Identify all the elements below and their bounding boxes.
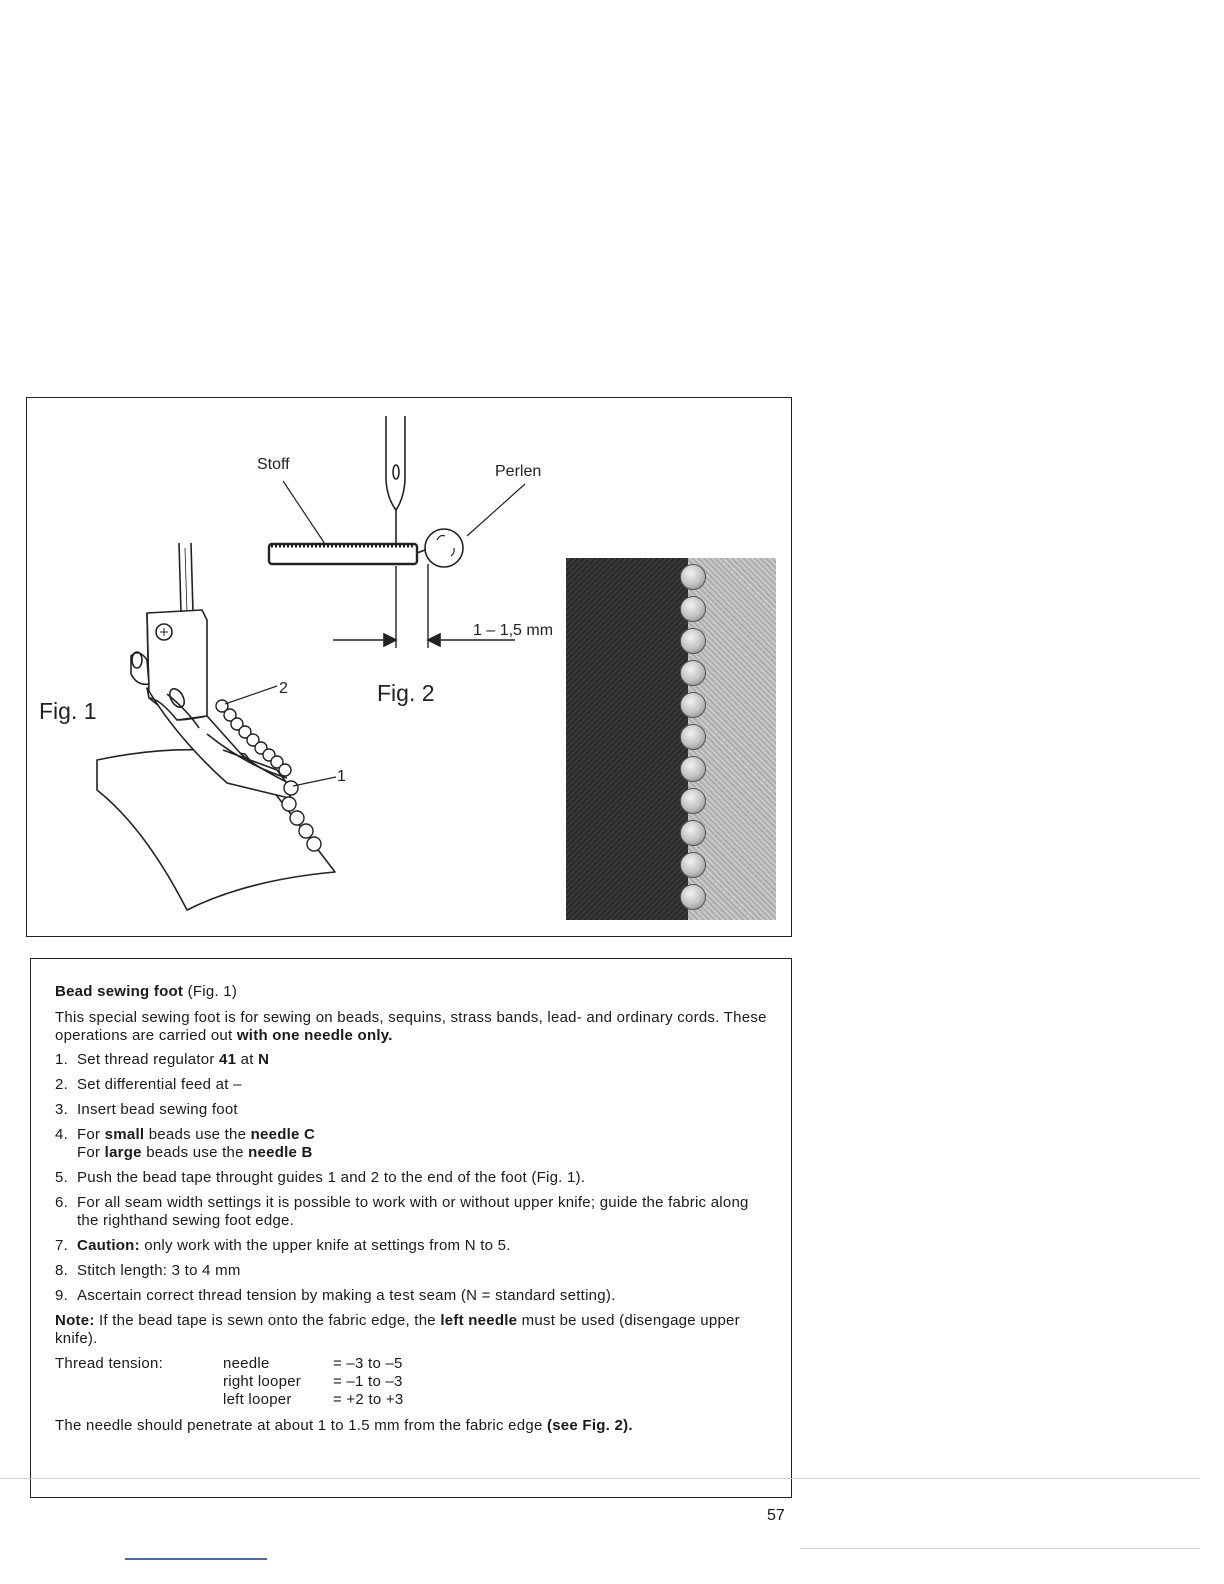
bead-seam-photo xyxy=(566,558,776,920)
step-text: For all seam width settings it is possible to work with or without upper knife; guide the fabric along the righthand sewing foot edge. xyxy=(77,1194,749,1229)
fig2-label-beads: Perlen xyxy=(495,463,542,480)
step-item xyxy=(55,1101,767,1119)
step-text: Set differential feed at – xyxy=(77,1076,242,1093)
step-text: Insert bead sewing foot xyxy=(77,1101,238,1118)
step-item xyxy=(55,1169,767,1187)
step-bold: Caution: xyxy=(77,1237,140,1254)
fig2-label-fabric: Stoff xyxy=(257,456,290,473)
scan-rule xyxy=(800,1548,1200,1549)
note-paragraph: Note: If the bead tape is sewn onto the fabric edge, the left needle must be used (disengage upper knife). xyxy=(55,1312,740,1347)
step-bold: N xyxy=(258,1051,270,1068)
step-number: 5. xyxy=(55,1169,69,1186)
page-number: 57 xyxy=(767,1507,785,1524)
step-item xyxy=(55,1051,767,1069)
step-item xyxy=(55,1194,767,1230)
step-number: 9. xyxy=(55,1287,69,1304)
section-title xyxy=(55,983,767,1001)
instructions-panel xyxy=(30,958,792,1498)
thread-tension-label: Thread tension: xyxy=(55,1355,163,1372)
step-line: For large beads use the needle B xyxy=(77,1144,313,1161)
intro-bold-text: with one needle only. xyxy=(236,1027,393,1044)
fig1-callout-2: 2 xyxy=(279,680,288,697)
figure-panel xyxy=(26,397,792,937)
scan-rule xyxy=(0,1478,1200,1479)
fig1-sewing-foot-drawing xyxy=(97,543,336,910)
step-bold: 41 xyxy=(219,1051,237,1068)
note-label: Note: xyxy=(55,1312,95,1329)
tension-row: right looper = –1 to –3 xyxy=(223,1373,403,1390)
fig2-label: Fig. 2 xyxy=(377,680,435,706)
step-text: only work with the upper knife at settings from N to 5. xyxy=(139,1237,511,1254)
step-item xyxy=(55,1076,767,1094)
step-number: 3. xyxy=(55,1101,69,1118)
tension-row: left looper = +2 to +3 xyxy=(223,1391,404,1408)
tension-row: needle = –3 to –5 xyxy=(223,1355,403,1372)
steps-list xyxy=(55,1051,767,1305)
intro-text: This special sewing foot is for sewing on beads, sequins, strass bands, lead- and ordinary cords. These operations are carried out xyxy=(55,1009,767,1044)
step-number: 1. xyxy=(55,1051,69,1068)
step-text: Set thread regulator xyxy=(77,1051,220,1068)
step-number: 6. xyxy=(55,1194,69,1211)
final-paragraph: The needle should penetrate at about 1 to 1.5 mm from the fabric edge (see Fig. 2). xyxy=(55,1417,633,1434)
step-text: Push the bead tape throught guides 1 and 2 to the end of the foot (Fig. 1). xyxy=(77,1169,586,1186)
thread-tension-table xyxy=(55,1355,767,1409)
instructions-content xyxy=(55,983,767,1435)
step-number: 8. xyxy=(55,1262,69,1279)
fig2-diagram xyxy=(269,416,525,648)
step-number: 2. xyxy=(55,1076,69,1093)
step-text: Stitch length: 3 to 4 mm xyxy=(77,1262,241,1279)
step-item xyxy=(55,1262,767,1280)
step-text: at xyxy=(236,1051,259,1068)
step-item xyxy=(55,1237,767,1255)
intro-paragraph xyxy=(55,1009,767,1045)
fig2-dimension-label: 1 – 1,5 mm xyxy=(473,622,554,639)
fig1-label: Fig. 1 xyxy=(39,698,97,724)
section-heading: Bead sewing foot xyxy=(55,983,184,1000)
section-heading-ref: (Fig. 1) xyxy=(183,983,238,1000)
step-number: 7. xyxy=(55,1237,69,1254)
fig1-callout-1: 1 xyxy=(337,768,346,785)
footer-rule xyxy=(125,1558,267,1560)
step-line: For small beads use the needle C xyxy=(77,1126,316,1143)
step-item xyxy=(55,1126,767,1162)
step-number: 4. xyxy=(55,1126,69,1143)
step-item xyxy=(55,1287,767,1305)
step-text: Ascertain correct thread tension by making a test seam (N = standard setting). xyxy=(77,1287,616,1304)
